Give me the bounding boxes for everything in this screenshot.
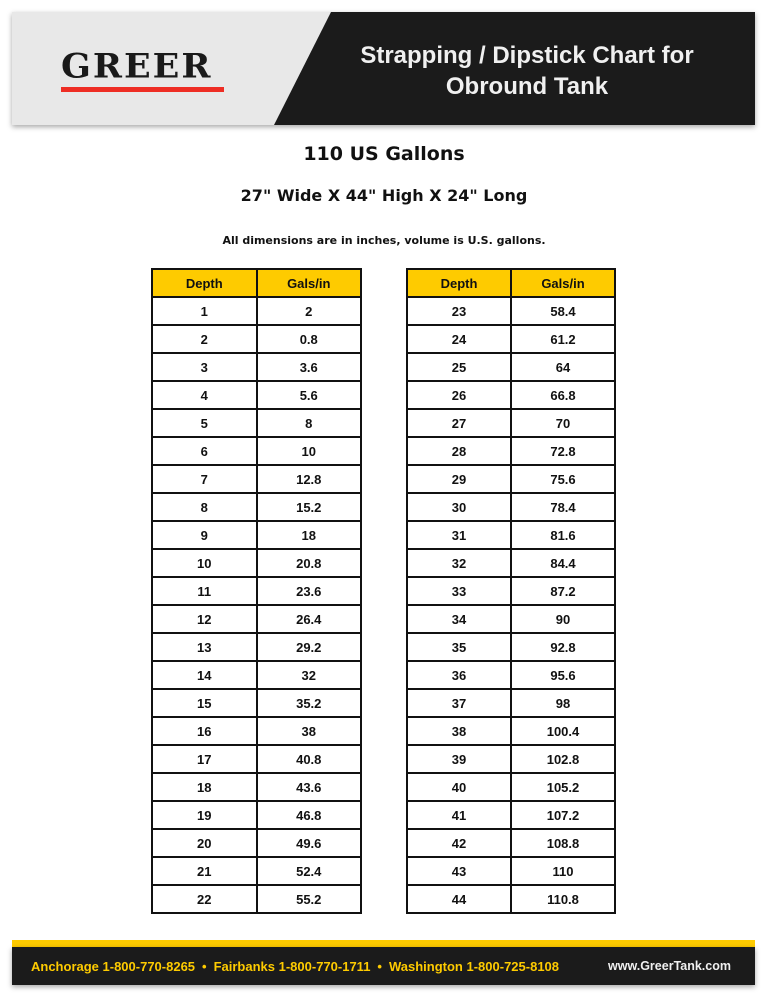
gallons-cell: 100.4 (511, 717, 615, 745)
gallons-cell: 81.6 (511, 521, 615, 549)
strapping-table-left (151, 268, 362, 914)
gallons-cell: 90 (511, 605, 615, 633)
units-note: All dimensions are in inches, volume is U.S. gallons. (222, 234, 546, 247)
depth-cell: 19 (152, 801, 257, 829)
table-row (152, 297, 361, 325)
gallons-cell: 8 (257, 409, 362, 437)
depth-cell: 31 (407, 521, 511, 549)
page-header (12, 12, 755, 125)
table-row (407, 829, 615, 857)
depth-cell: 25 (407, 353, 511, 381)
gallons-cell: 49.6 (257, 829, 362, 857)
separator-dot: • (377, 959, 382, 974)
depth-cell: 15 (152, 689, 257, 717)
gallons-cell: 64 (511, 353, 615, 381)
table-row (152, 549, 361, 577)
gallons-cell: 105.2 (511, 773, 615, 801)
depth-cell: 38 (407, 717, 511, 745)
gallons-cell: 95.6 (511, 661, 615, 689)
table-row (152, 353, 361, 381)
column-header-depth: Depth (407, 269, 511, 297)
gallons-cell: 20.8 (257, 549, 362, 577)
depth-cell: 10 (152, 549, 257, 577)
depth-cell: 6 (152, 437, 257, 465)
gallons-cell: 10 (257, 437, 362, 465)
gallons-cell: 72.8 (511, 437, 615, 465)
table-row (407, 577, 615, 605)
website-link[interactable]: www.GreerTank.com (608, 959, 731, 973)
depth-cell: 5 (152, 409, 257, 437)
depth-cell: 22 (152, 885, 257, 913)
gallons-cell: 5.6 (257, 381, 362, 409)
gallons-cell: 15.2 (257, 493, 362, 521)
table-row (152, 381, 361, 409)
gallons-cell: 18 (257, 521, 362, 549)
gallons-cell: 58.4 (511, 297, 615, 325)
depth-cell: 23 (407, 297, 511, 325)
table-row (152, 801, 361, 829)
contact-anchorage: Anchorage 1-800-770-8265 (31, 959, 196, 974)
tank-dimensions: 27" Wide X 44" High X 24" Long (240, 186, 528, 205)
separator-dot: • (202, 959, 207, 974)
depth-cell: 35 (407, 633, 511, 661)
gallons-cell: 98 (511, 689, 615, 717)
depth-cell: 41 (407, 801, 511, 829)
contact-fairbanks: Fairbanks 1-800-770-1711 (213, 959, 371, 974)
table-row (407, 409, 615, 437)
depth-cell: 16 (152, 717, 257, 745)
table-row (407, 437, 615, 465)
depth-cell: 18 (152, 773, 257, 801)
depth-cell: 29 (407, 465, 511, 493)
table-row (152, 465, 361, 493)
gallons-cell: 70 (511, 409, 615, 437)
strapping-table-right (406, 268, 616, 914)
table-row (152, 521, 361, 549)
depth-cell: 27 (407, 409, 511, 437)
depth-cell: 4 (152, 381, 257, 409)
depth-cell: 30 (407, 493, 511, 521)
depth-cell: 2 (152, 325, 257, 353)
depth-cell: 17 (152, 745, 257, 773)
gallons-cell: 0.8 (257, 325, 362, 353)
gallons-cell: 29.2 (257, 633, 362, 661)
table-row (152, 409, 361, 437)
table-row (407, 521, 615, 549)
table-row (407, 745, 615, 773)
table-row (407, 661, 615, 689)
depth-cell: 3 (152, 353, 257, 381)
depth-cell: 32 (407, 549, 511, 577)
depth-cell: 24 (407, 325, 511, 353)
table-row (152, 325, 361, 353)
footer-contacts (31, 959, 559, 974)
table-header-row (407, 269, 615, 297)
depth-cell: 14 (152, 661, 257, 689)
gallons-cell: 46.8 (257, 801, 362, 829)
greer-logo (61, 48, 225, 92)
table-row (407, 857, 615, 885)
table-body-right (407, 297, 615, 913)
table-row (407, 801, 615, 829)
table-row (152, 493, 361, 521)
tank-capacity: 110 US Gallons (303, 143, 465, 165)
table-row (152, 661, 361, 689)
depth-cell: 21 (152, 857, 257, 885)
gallons-cell: 75.6 (511, 465, 615, 493)
table-row (407, 773, 615, 801)
depth-cell: 33 (407, 577, 511, 605)
column-header-gals: Gals/in (257, 269, 362, 297)
table-row (152, 689, 361, 717)
table-row (152, 773, 361, 801)
table-row (407, 633, 615, 661)
contact-washington: Washington 1-800-725-8108 (388, 959, 560, 974)
column-header-depth: Depth (152, 269, 257, 297)
page-title (332, 40, 722, 102)
gallons-cell: 52.4 (257, 857, 362, 885)
gallons-cell: 3.6 (257, 353, 362, 381)
logo-underline (61, 87, 224, 92)
table-row (407, 717, 615, 745)
table-row (407, 689, 615, 717)
depth-cell: 9 (152, 521, 257, 549)
gallons-cell: 108.8 (511, 829, 615, 857)
depth-cell: 34 (407, 605, 511, 633)
depth-cell: 20 (152, 829, 257, 857)
depth-cell: 7 (152, 465, 257, 493)
depth-cell: 37 (407, 689, 511, 717)
table-row (152, 633, 361, 661)
table-body-left (152, 297, 361, 913)
gallons-cell: 12.8 (257, 465, 362, 493)
gallons-cell: 61.2 (511, 325, 615, 353)
depth-cell: 36 (407, 661, 511, 689)
table-row (407, 549, 615, 577)
depth-cell: 28 (407, 437, 511, 465)
gallons-cell: 84.4 (511, 549, 615, 577)
table-row (152, 605, 361, 633)
gallons-cell: 55.2 (257, 885, 362, 913)
title-line-2: Obround Tank (445, 73, 609, 100)
table-row (407, 353, 615, 381)
logo-wordmark: GREER (61, 47, 213, 86)
depth-cell: 39 (407, 745, 511, 773)
depth-cell: 12 (152, 605, 257, 633)
table-row (152, 829, 361, 857)
gallons-cell: 66.8 (511, 381, 615, 409)
depth-cell: 11 (152, 577, 257, 605)
table-row (407, 605, 615, 633)
column-header-gals: Gals/in (511, 269, 615, 297)
table-row (407, 297, 615, 325)
title-line-1: Strapping / Dipstick Chart for (360, 42, 694, 69)
table-row (407, 325, 615, 353)
gallons-cell: 87.2 (511, 577, 615, 605)
depth-cell: 44 (407, 885, 511, 913)
gallons-cell: 40.8 (257, 745, 362, 773)
gallons-cell: 26.4 (257, 605, 362, 633)
gallons-cell: 110.8 (511, 885, 615, 913)
depth-cell: 43 (407, 857, 511, 885)
gallons-cell: 23.6 (257, 577, 362, 605)
gallons-cell: 102.8 (511, 745, 615, 773)
table-row (152, 437, 361, 465)
gallons-cell: 38 (257, 717, 362, 745)
depth-cell: 26 (407, 381, 511, 409)
depth-cell: 40 (407, 773, 511, 801)
table-header-row (152, 269, 361, 297)
gallons-cell: 92.8 (511, 633, 615, 661)
table-row (407, 381, 615, 409)
depth-cell: 8 (152, 493, 257, 521)
table-row (152, 745, 361, 773)
depth-cell: 1 (152, 297, 257, 325)
table-row (152, 857, 361, 885)
gallons-cell: 110 (511, 857, 615, 885)
gallons-cell: 35.2 (257, 689, 362, 717)
gallons-cell: 107.2 (511, 801, 615, 829)
gallons-cell: 32 (257, 661, 362, 689)
page-footer (12, 947, 755, 985)
table-row (407, 465, 615, 493)
table-row (407, 885, 615, 913)
depth-cell: 13 (152, 633, 257, 661)
table-row (407, 493, 615, 521)
gallons-cell: 43.6 (257, 773, 362, 801)
gallons-cell: 78.4 (511, 493, 615, 521)
table-row (152, 717, 361, 745)
depth-cell: 42 (407, 829, 511, 857)
gallons-cell: 2 (257, 297, 362, 325)
table-row (152, 577, 361, 605)
table-row (152, 885, 361, 913)
